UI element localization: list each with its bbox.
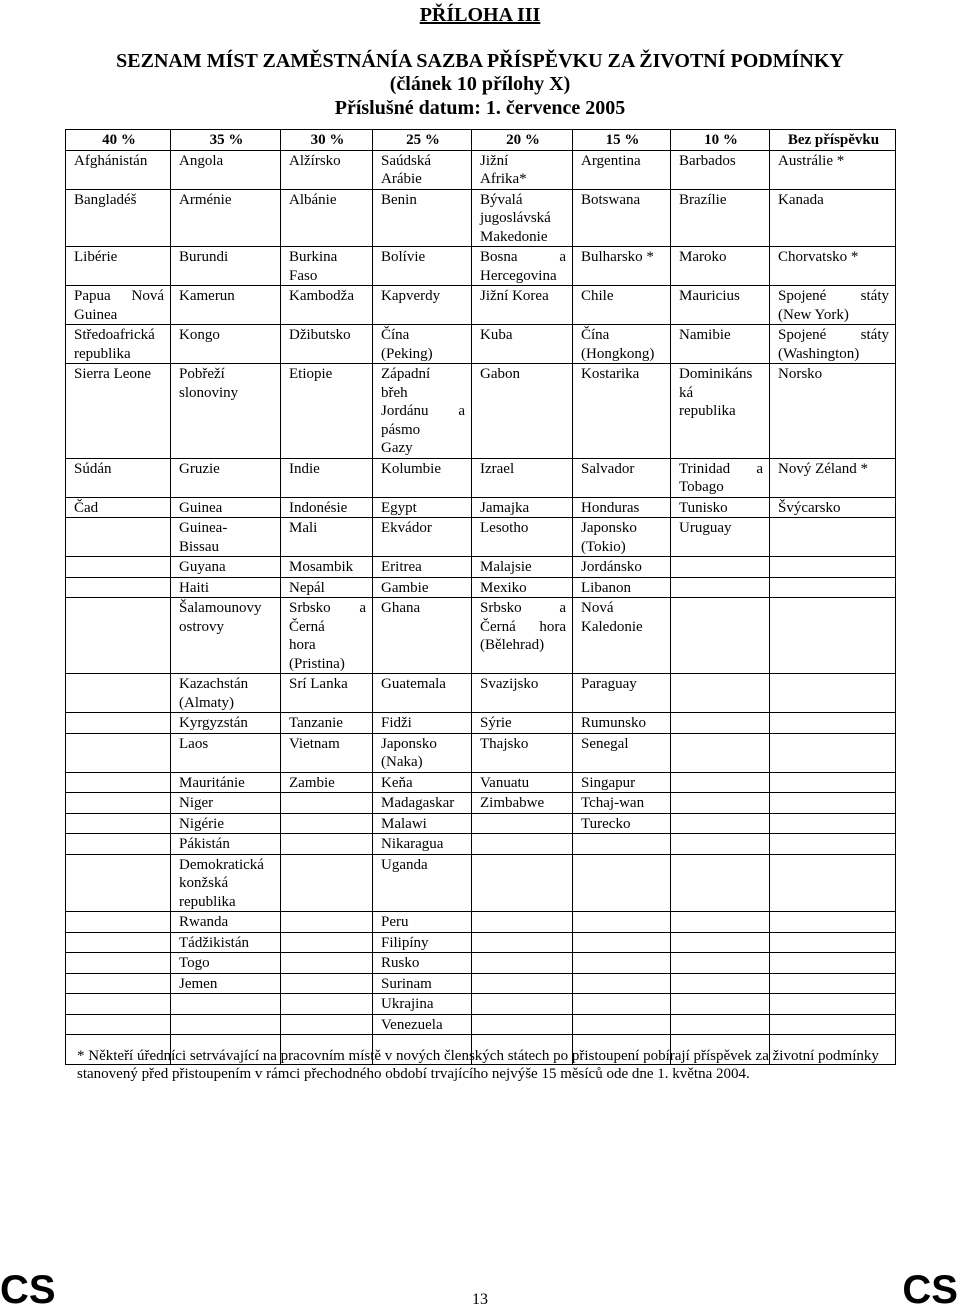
table-cell: Srbsko a Černá hora (Bělehrad): [472, 598, 573, 674]
table-cell: Rumunsko: [573, 713, 671, 734]
table-cell: [770, 772, 896, 793]
table-cell: [671, 973, 770, 994]
table-row: [66, 834, 896, 855]
table-cell: Sierra Leone: [66, 364, 171, 459]
table-cell: Rusko: [373, 953, 472, 974]
table-cell: Maroko: [671, 247, 770, 286]
language-code-right: CS: [902, 1268, 958, 1312]
table-row: [66, 518, 896, 557]
table-cell: Jemen: [171, 973, 281, 994]
table-cell: [66, 834, 171, 855]
table-cell: Rwanda: [171, 912, 281, 933]
table-row: [66, 598, 896, 674]
table-cell: Bývalá jugoslávská Makedonie: [472, 189, 573, 247]
table-cell: [573, 854, 671, 912]
table-cell: [66, 557, 171, 578]
table-cell: Bulharsko *: [573, 247, 671, 286]
table-cell: Jižní Afrika*: [472, 150, 573, 189]
table-cell: [66, 932, 171, 953]
table-cell: [66, 518, 171, 557]
table-cell: Kuba: [472, 325, 573, 364]
table-cell: Jamajka: [472, 497, 573, 518]
table-cell: Čína (Peking): [373, 325, 472, 364]
table-cell: [770, 713, 896, 734]
table-cell: [66, 854, 171, 912]
table-cell: [281, 793, 373, 814]
table-cell: Saúdská Arábie: [373, 150, 472, 189]
table-cell: Svazijsko: [472, 674, 573, 713]
table-cell: [770, 932, 896, 953]
table-cell: Niger: [171, 793, 281, 814]
table-cell: Srbsko a Černá hora (Pristina): [281, 598, 373, 674]
table-cell: [573, 932, 671, 953]
table-cell: [66, 577, 171, 598]
language-code-left: CS: [0, 1268, 56, 1312]
column-header: 40 %: [66, 130, 171, 151]
table-cell: Ekvádor: [373, 518, 472, 557]
table-row: [66, 577, 896, 598]
table-cell: Šalamounovy ostrovy: [171, 598, 281, 674]
table-cell: Nepál: [281, 577, 373, 598]
table-row: [66, 1014, 896, 1035]
table-cell: Švýcarsko: [770, 497, 896, 518]
table-cell: [472, 932, 573, 953]
table-cell: Argentina: [573, 150, 671, 189]
table-cell: Eritrea: [373, 557, 472, 578]
table-cell: [671, 912, 770, 933]
table-cell: [671, 854, 770, 912]
table-cell: Venezuela: [373, 1014, 472, 1035]
table-cell: [671, 772, 770, 793]
column-header: Bez příspěvku: [770, 130, 896, 151]
table-row: [66, 912, 896, 933]
table-cell: [472, 854, 573, 912]
table-cell: Surinam: [373, 973, 472, 994]
table-row: [66, 713, 896, 734]
table-cell: Guatemala: [373, 674, 472, 713]
table-row: [66, 247, 896, 286]
table-cell: Pákistán: [171, 834, 281, 855]
table-cell: Alžírsko: [281, 150, 373, 189]
table-cell: Bolívie: [373, 247, 472, 286]
table-cell: Kyrgyzstán: [171, 713, 281, 734]
table-cell: [671, 577, 770, 598]
table-cell: Fidži: [373, 713, 472, 734]
table-cell: Kanada: [770, 189, 896, 247]
table-cell: [66, 953, 171, 974]
table-row: [66, 932, 896, 953]
table-cell: Čína (Hongkong): [573, 325, 671, 364]
table-cell: Tanzanie: [281, 713, 373, 734]
table-cell: Západní břeh Jordánu a pásmo Gazy: [373, 364, 472, 459]
table-cell: Burkina Faso: [281, 247, 373, 286]
table-cell: Vietnam: [281, 733, 373, 772]
table-cell: [66, 973, 171, 994]
table-cell: Kambodža: [281, 286, 373, 325]
table-cell: Laos: [171, 733, 281, 772]
table-cell: [472, 1014, 573, 1035]
table-cell: Mauricius: [671, 286, 770, 325]
table-cell: Džibutsko: [281, 325, 373, 364]
table-cell: [573, 1014, 671, 1035]
table-row: [66, 793, 896, 814]
table-cell: Guinea- Bissau: [171, 518, 281, 557]
table-cell: [171, 994, 281, 1015]
column-header: 30 %: [281, 130, 373, 151]
table-row: [66, 458, 896, 497]
table-cell: Tunisko: [671, 497, 770, 518]
table-cell: Bosna a Hercegovina: [472, 247, 573, 286]
table-cell: [770, 674, 896, 713]
table-cell: Japonsko (Naka): [373, 733, 472, 772]
table-cell: Salvador: [573, 458, 671, 497]
table-cell: Srí Lanka: [281, 674, 373, 713]
document-title: SEZNAM MÍST ZAMĚSTNÁNÍA SAZBA PŘÍSPĚVKU ZA ŽIVOTNÍ PODMÍNKY: [116, 50, 844, 72]
table-cell: [66, 674, 171, 713]
table-cell: [281, 994, 373, 1015]
table-cell: [770, 994, 896, 1015]
table-cell: [281, 953, 373, 974]
column-header: 10 %: [671, 130, 770, 151]
table-cell: Jižní Korea: [472, 286, 573, 325]
table-cell: Bangladéš: [66, 189, 171, 247]
table-cell: [671, 793, 770, 814]
table-cell: [66, 1014, 171, 1035]
table-cell: Gambie: [373, 577, 472, 598]
table-cell: Zimbabwe: [472, 793, 573, 814]
table-cell: [281, 813, 373, 834]
table-cell: Senegal: [573, 733, 671, 772]
table-cell: [66, 598, 171, 674]
table-cell: Brazílie: [671, 189, 770, 247]
table-cell: [472, 973, 573, 994]
table-cell: Egypt: [373, 497, 472, 518]
table-cell: Dominikáns ká republika: [671, 364, 770, 459]
table-cell: [770, 973, 896, 994]
table-cell: [671, 994, 770, 1015]
table-row: [66, 557, 896, 578]
table-cell: [472, 953, 573, 974]
table-row: [66, 150, 896, 189]
table-cell: Nový Zéland *: [770, 458, 896, 497]
table-cell: [281, 973, 373, 994]
table-cell: [770, 518, 896, 557]
table-cell: Papua Nová Guinea: [66, 286, 171, 325]
table-cell: Spojené státy (Washington): [770, 325, 896, 364]
table-cell: Albánie: [281, 189, 373, 247]
table-cell: Demokratická konžská republika: [171, 854, 281, 912]
table-row: [66, 854, 896, 912]
table-cell: Japonsko (Tokio): [573, 518, 671, 557]
table-cell: Barbados: [671, 150, 770, 189]
table-cell: Středoafrická republika: [66, 325, 171, 364]
table-cell: [281, 1014, 373, 1035]
table-cell: [671, 674, 770, 713]
table-cell: [281, 912, 373, 933]
table-cell: [472, 994, 573, 1015]
table-cell: Kazachstán (Almaty): [171, 674, 281, 713]
table-cell: Arménie: [171, 189, 281, 247]
table-cell: Kongo: [171, 325, 281, 364]
footnote: * Někteří úředníci setrvávající na pracovním místě v nových členských státech po přistoupení pobírají příspěvek za životní podmínky stanovený před přistoupením v rámci přechodného období trvajícího nejvýše 15 měsíců ode dne 1. května 2004.: [77, 1048, 879, 1082]
table-cell: [573, 994, 671, 1015]
table-cell: Ukrajina: [373, 994, 472, 1015]
table-cell: [671, 1014, 770, 1035]
table-cell: Etiopie: [281, 364, 373, 459]
table-cell: [66, 813, 171, 834]
column-header: 15 %: [573, 130, 671, 151]
table-cell: [281, 834, 373, 855]
table-cell: Jordánsko: [573, 557, 671, 578]
table-cell: [671, 557, 770, 578]
table-cell: Tchaj-wan: [573, 793, 671, 814]
table-cell: Benin: [373, 189, 472, 247]
table-cell: [573, 973, 671, 994]
table-cell: Izrael: [472, 458, 573, 497]
table-cell: Vanuatu: [472, 772, 573, 793]
table-cell: [66, 912, 171, 933]
table-cell: [573, 953, 671, 974]
table-cell: [770, 1014, 896, 1035]
table-cell: Sýrie: [472, 713, 573, 734]
table-row: [66, 973, 896, 994]
table-cell: Singapur: [573, 772, 671, 793]
column-header: 25 %: [373, 130, 472, 151]
table-cell: Mauritánie: [171, 772, 281, 793]
table-header-row: [66, 130, 896, 151]
table-cell: Libérie: [66, 247, 171, 286]
table-cell: [573, 834, 671, 855]
table-cell: [66, 713, 171, 734]
table-cell: Guinea: [171, 497, 281, 518]
table-cell: Uruguay: [671, 518, 770, 557]
table-row: [66, 189, 896, 247]
table-cell: Peru: [373, 912, 472, 933]
table-row: [66, 497, 896, 518]
table-cell: [573, 912, 671, 933]
table-cell: Ghana: [373, 598, 472, 674]
column-header: 35 %: [171, 130, 281, 151]
table-cell: Madagaskar: [373, 793, 472, 814]
table-cell: Keňa: [373, 772, 472, 793]
table-cell: Kostarika: [573, 364, 671, 459]
table-cell: [671, 813, 770, 834]
table-row: [66, 364, 896, 459]
annex-heading: PŘÍLOHA III: [419, 4, 541, 26]
table-cell: Namibie: [671, 325, 770, 364]
table-cell: Burundi: [171, 247, 281, 286]
table-cell: Súdán: [66, 458, 171, 497]
table-cell: [472, 912, 573, 933]
table-cell: [472, 813, 573, 834]
table-row: [66, 674, 896, 713]
table-cell: Paraguay: [573, 674, 671, 713]
table-cell: Malawi: [373, 813, 472, 834]
table-cell: [770, 733, 896, 772]
table-cell: [770, 598, 896, 674]
table-cell: Nigérie: [171, 813, 281, 834]
table-cell: [770, 813, 896, 834]
table-row: [66, 813, 896, 834]
table-cell: [472, 834, 573, 855]
table-row: [66, 733, 896, 772]
table-cell: Guyana: [171, 557, 281, 578]
table-cell: Kolumbie: [373, 458, 472, 497]
table-cell: Pobřeží slonoviny: [171, 364, 281, 459]
table-cell: [281, 932, 373, 953]
table-row: [66, 772, 896, 793]
table-cell: [770, 854, 896, 912]
table-cell: Mali: [281, 518, 373, 557]
table-cell: Čad: [66, 497, 171, 518]
table-cell: [66, 994, 171, 1015]
table-cell: [770, 793, 896, 814]
table-cell: Zambie: [281, 772, 373, 793]
table-cell: Lesotho: [472, 518, 573, 557]
table-cell: Togo: [171, 953, 281, 974]
table-cell: Kapverdy: [373, 286, 472, 325]
table-row: [66, 286, 896, 325]
table-cell: Haiti: [171, 577, 281, 598]
table-cell: Norsko: [770, 364, 896, 459]
table-cell: Honduras: [573, 497, 671, 518]
table-cell: Indie: [281, 458, 373, 497]
table-cell: [671, 598, 770, 674]
table-row: [66, 325, 896, 364]
table-cell: [770, 953, 896, 974]
table-cell: Nikaragua: [373, 834, 472, 855]
table-cell: [66, 733, 171, 772]
table-cell: Afghánistán: [66, 150, 171, 189]
table-cell: Austrálie *: [770, 150, 896, 189]
table-cell: [66, 772, 171, 793]
table-cell: Chile: [573, 286, 671, 325]
table-cell: Malajsie: [472, 557, 573, 578]
table-cell: Chorvatsko *: [770, 247, 896, 286]
table-cell: [671, 932, 770, 953]
table-cell: [171, 1014, 281, 1035]
table-cell: Tádžikistán: [171, 932, 281, 953]
table-cell: Botswana: [573, 189, 671, 247]
relevant-date: Příslušné datum: 1. července 2005: [334, 97, 626, 119]
table-row: [66, 994, 896, 1015]
table-cell: Spojené státy (New York): [770, 286, 896, 325]
table-cell: [770, 577, 896, 598]
table-cell: [671, 713, 770, 734]
table-cell: Gruzie: [171, 458, 281, 497]
page-number: 13: [472, 1291, 488, 1308]
table-cell: Gabon: [472, 364, 573, 459]
table-cell: [66, 793, 171, 814]
column-header: 20 %: [472, 130, 573, 151]
table-cell: Kamerun: [171, 286, 281, 325]
table-cell: [671, 834, 770, 855]
allowance-rate-table: [65, 129, 896, 1065]
article-reference: (článek 10 přílohy X): [389, 73, 571, 95]
table-cell: Uganda: [373, 854, 472, 912]
table-cell: [281, 854, 373, 912]
table-cell: Mexiko: [472, 577, 573, 598]
table-cell: Thajsko: [472, 733, 573, 772]
table-cell: Turecko: [573, 813, 671, 834]
table-cell: [770, 557, 896, 578]
table-cell: Mosambik: [281, 557, 373, 578]
table-cell: [671, 953, 770, 974]
table-cell: Trinidad a Tobago: [671, 458, 770, 497]
table-cell: Filipíny: [373, 932, 472, 953]
table-cell: Indonésie: [281, 497, 373, 518]
table-cell: Angola: [171, 150, 281, 189]
table-cell: Libanon: [573, 577, 671, 598]
table-cell: [671, 733, 770, 772]
table-cell: [770, 912, 896, 933]
table-cell: Nová Kaledonie: [573, 598, 671, 674]
table-row: [66, 953, 896, 974]
table-cell: [770, 834, 896, 855]
